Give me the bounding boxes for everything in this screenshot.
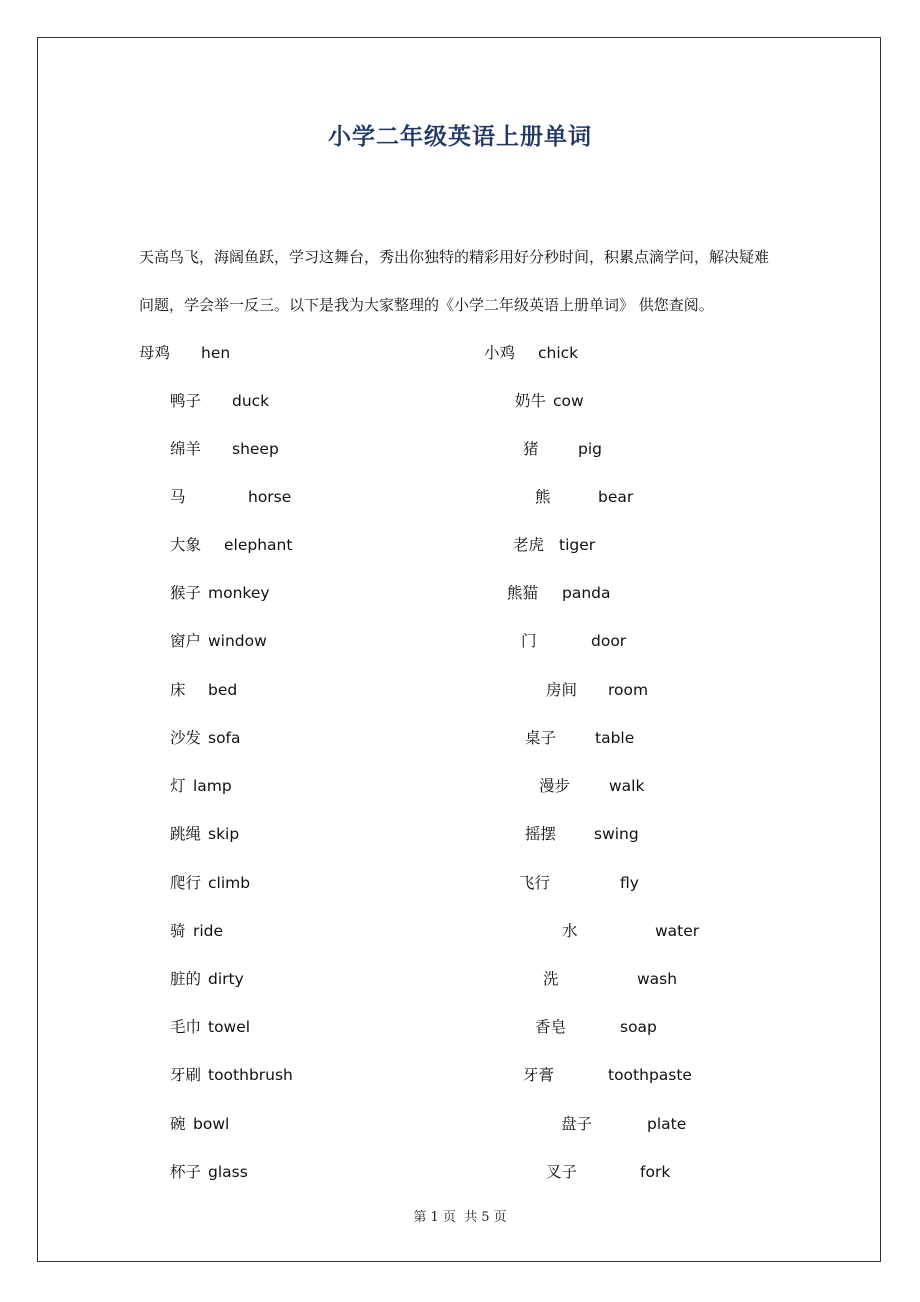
intro-line-2: 问题，学会举一反三。以下是我为大家整理的《小学二年级英语上册单词》 供您查阅。 (139, 296, 714, 314)
vocab-left-chinese: 大象 (170, 536, 202, 554)
vocab-row (0, 582, 920, 604)
vocab-row (0, 727, 920, 749)
vocab-left-english: sofa (208, 729, 241, 747)
vocab-left-chinese: 绵羊 (170, 440, 202, 458)
vocab-right-english: panda (562, 584, 611, 602)
vocab-row (0, 534, 920, 556)
vocab-right-chinese: 牙膏 (523, 1066, 555, 1084)
vocab-right-english: table (595, 729, 635, 747)
vocab-right-english: soap (620, 1018, 657, 1036)
vocab-row (0, 1161, 920, 1183)
vocab-right-chinese: 猪 (523, 440, 539, 458)
vocab-right-chinese: 小鸡 (484, 344, 516, 362)
vocab-left-chinese: 碗 (170, 1115, 186, 1133)
page-total: 共 5 页 (464, 1210, 507, 1225)
vocab-right-english: pig (578, 440, 602, 458)
vocab-row (0, 486, 920, 508)
vocab-right-english: bear (598, 488, 634, 506)
vocab-right-chinese: 香皂 (535, 1018, 567, 1036)
vocab-left-english: hen (201, 344, 231, 362)
vocab-right-chinese: 摇摆 (525, 825, 557, 843)
vocab-right-english: water (655, 922, 700, 940)
vocab-left-chinese: 床 (170, 681, 186, 699)
vocab-left-english: glass (208, 1163, 248, 1181)
vocab-right-chinese: 熊 (535, 488, 551, 506)
page-number: 第 1 页 (413, 1210, 456, 1225)
vocab-left-chinese: 鸭子 (170, 392, 202, 410)
vocab-left-english: skip (208, 825, 240, 843)
vocab-right-english: room (608, 681, 649, 699)
vocab-left-english: elephant (224, 536, 293, 554)
vocab-right-english: door (591, 632, 627, 650)
vocab-right-english: fly (620, 874, 639, 892)
vocab-left-english: dirty (208, 970, 244, 988)
intro-line-1: 天高鸟飞，海阔鱼跃，学习这舞台，秀出你独特的精彩用好分秒时间，积累点滴学问，解决疑难 (139, 248, 770, 266)
vocab-right-chinese: 门 (521, 632, 537, 650)
vocab-left-chinese: 脏的 (170, 970, 202, 988)
vocab-right-chinese: 洗 (543, 970, 559, 988)
vocab-right-english: wash (637, 970, 678, 988)
vocab-left-english: monkey (208, 584, 270, 602)
vocab-row (0, 823, 920, 845)
vocab-right-english: chick (538, 344, 579, 362)
vocab-row (0, 872, 920, 894)
vocab-row (0, 679, 920, 701)
vocab-left-chinese: 马 (170, 488, 186, 506)
vocab-left-english: lamp (193, 777, 232, 795)
vocab-row (0, 630, 920, 652)
vocab-right-english: cow (553, 392, 584, 410)
vocab-right-english: tiger (559, 536, 596, 554)
vocab-right-chinese: 房间 (546, 681, 578, 699)
vocab-left-english: horse (248, 488, 292, 506)
vocab-right-english: fork (640, 1163, 671, 1181)
vocab-left-chinese: 杯子 (170, 1163, 202, 1181)
vocab-right-chinese: 叉子 (546, 1163, 578, 1181)
vocab-row (0, 438, 920, 460)
vocab-left-chinese: 牙刷 (170, 1066, 202, 1084)
vocab-right-english: walk (609, 777, 645, 795)
vocab-row (0, 920, 920, 942)
vocab-left-chinese: 猴子 (170, 584, 202, 602)
vocab-right-chinese: 水 (562, 922, 578, 940)
vocab-left-english: duck (232, 392, 270, 410)
vocab-row (0, 775, 920, 797)
vocab-left-chinese: 跳绳 (170, 825, 202, 843)
vocab-left-english: bowl (193, 1115, 230, 1133)
vocab-row (0, 342, 920, 364)
vocab-left-english: bed (208, 681, 238, 699)
vocab-left-chinese: 爬行 (170, 874, 202, 892)
vocab-left-english: window (208, 632, 267, 650)
vocab-row (0, 1016, 920, 1038)
vocab-row (0, 1113, 920, 1135)
vocab-row (0, 968, 920, 990)
vocab-left-english: climb (208, 874, 251, 892)
vocab-right-chinese: 飞行 (519, 874, 551, 892)
vocab-right-english: toothpaste (608, 1066, 692, 1084)
page-title: 小学二年级英语上册单词 (328, 124, 592, 150)
vocab-left-english: toothbrush (208, 1066, 293, 1084)
vocab-right-chinese: 漫步 (539, 777, 571, 795)
vocab-left-english: towel (208, 1018, 251, 1036)
vocab-right-chinese: 老虎 (513, 536, 545, 554)
vocab-right-chinese: 盘子 (561, 1115, 593, 1133)
vocab-right-english: plate (647, 1115, 687, 1133)
vocab-left-chinese: 母鸡 (139, 344, 171, 362)
vocab-right-chinese: 奶牛 (515, 392, 547, 410)
vocab-left-chinese: 毛巾 (170, 1018, 202, 1036)
page-footer (0, 1206, 920, 1225)
vocab-left-english: sheep (232, 440, 279, 458)
vocab-left-chinese: 骑 (170, 922, 186, 940)
vocab-right-chinese: 桌子 (525, 729, 557, 747)
vocab-left-chinese: 沙发 (170, 729, 202, 747)
vocab-row (0, 1064, 920, 1086)
vocab-left-chinese: 灯 (170, 777, 186, 795)
vocab-row (0, 390, 920, 412)
vocab-right-english: swing (594, 825, 639, 843)
vocab-left-english: ride (193, 922, 224, 940)
vocab-right-chinese: 熊猫 (507, 584, 539, 602)
vocab-left-chinese: 窗户 (170, 632, 202, 650)
